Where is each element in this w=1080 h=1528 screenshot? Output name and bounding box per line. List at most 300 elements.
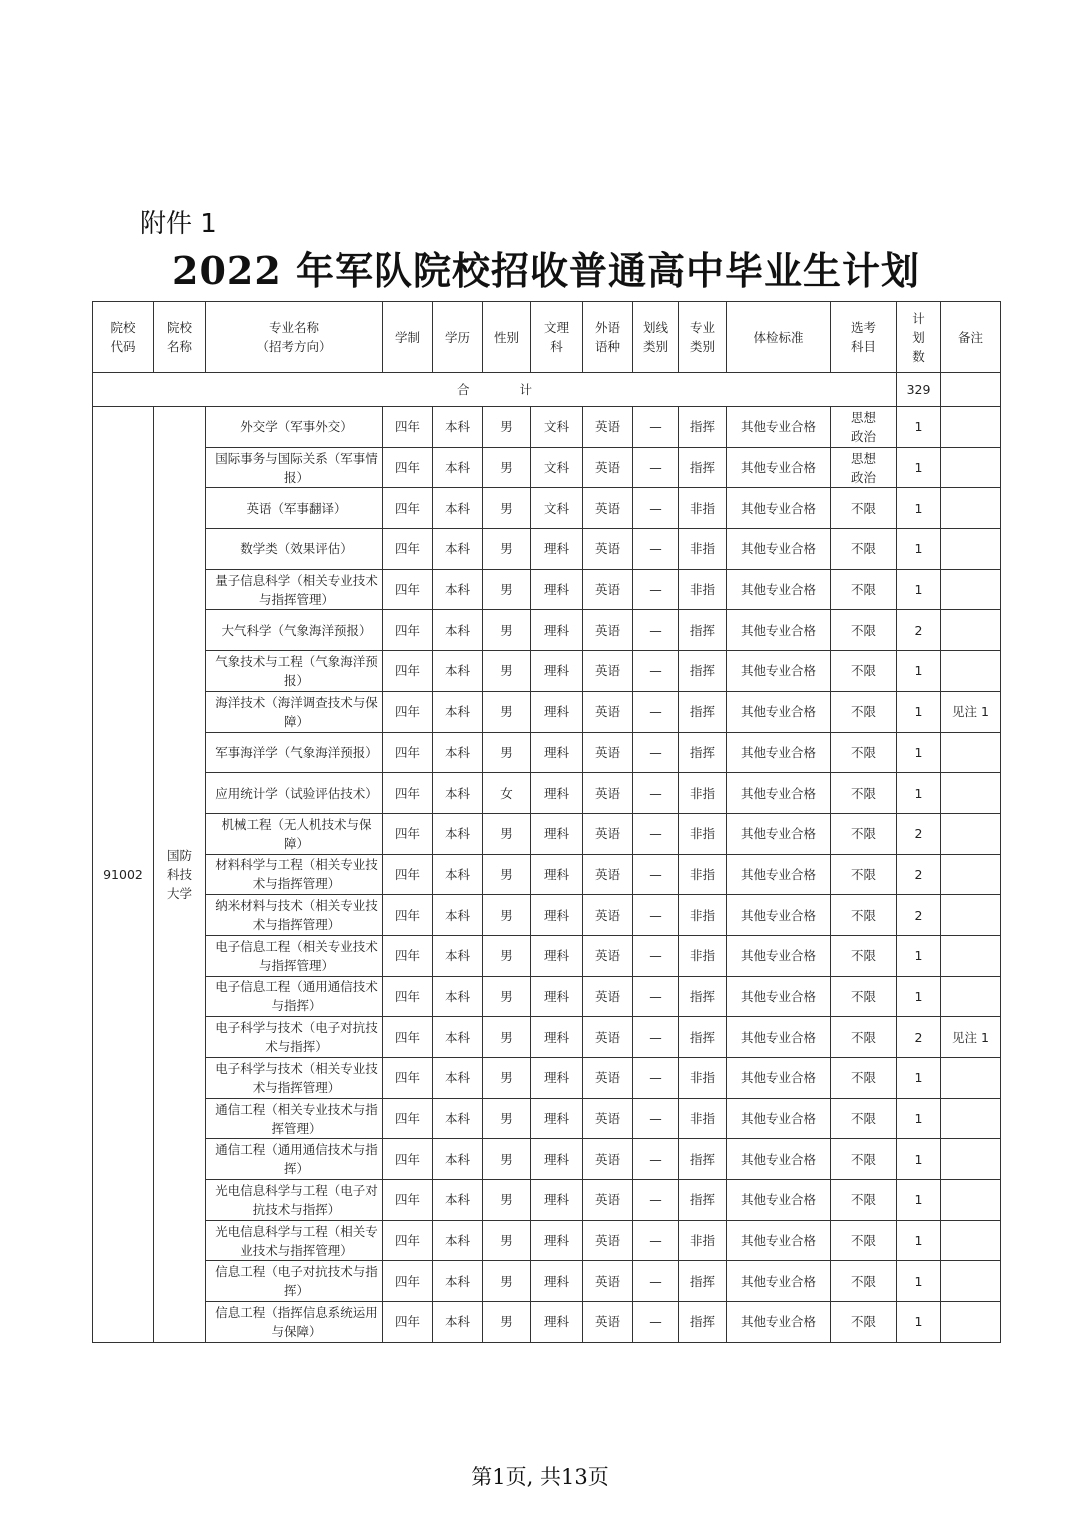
years-cell: 四年: [383, 1098, 433, 1139]
gender-cell: 男: [483, 1139, 531, 1180]
plan-count-cell: 1: [897, 1220, 941, 1261]
table-row: [93, 1220, 1001, 1261]
track-cell: 理科: [531, 651, 583, 692]
degree-cell: 本科: [433, 610, 483, 651]
notes-cell: [941, 813, 1001, 854]
degree-cell: 本科: [433, 529, 483, 570]
gender-cell: 男: [483, 1017, 531, 1058]
total-row: [93, 373, 1001, 407]
track-cell: 理科: [531, 1180, 583, 1221]
years-cell: 四年: [383, 1302, 433, 1343]
plan-count-cell: 1: [897, 1058, 941, 1099]
major-type-cell: 指挥: [679, 691, 727, 732]
elective-subjects-cell: 不限: [831, 813, 897, 854]
major-cell: 机械工程（无人机技术与保障）: [206, 813, 383, 854]
track-cell: 理科: [531, 935, 583, 976]
major-type-cell: 非指: [679, 854, 727, 895]
degree-cell: 本科: [433, 447, 483, 488]
medical-standard-cell: 其他专业合格: [727, 529, 831, 570]
elective-subjects-cell: 不限: [831, 691, 897, 732]
elective-subjects-cell: 不限: [831, 895, 897, 936]
notes-cell: [941, 407, 1001, 448]
degree-cell: 本科: [433, 1139, 483, 1180]
notes-cell: [941, 569, 1001, 610]
language-cell: 英语: [583, 1302, 633, 1343]
degree-cell: 本科: [433, 935, 483, 976]
major-cell: 军事海洋学（气象海洋预报）: [206, 732, 383, 773]
school-code-cell: 91002: [93, 407, 154, 1343]
years-cell: 四年: [383, 488, 433, 529]
degree-cell: 本科: [433, 1180, 483, 1221]
language-cell: 英语: [583, 1139, 633, 1180]
degree-cell: 本科: [433, 1220, 483, 1261]
plan-count-cell: 1: [897, 935, 941, 976]
gender-cell: 男: [483, 1058, 531, 1099]
table-row: [93, 813, 1001, 854]
elective-subjects-cell: 思想 政治: [831, 407, 897, 448]
plan-count-cell: 1: [897, 1261, 941, 1302]
language-cell: 英语: [583, 895, 633, 936]
table-row: [93, 488, 1001, 529]
track-cell: 文科: [531, 488, 583, 529]
major-cell: 纳米材料与技术（相关专业技术与指挥管理）: [206, 895, 383, 936]
table-row: [93, 651, 1001, 692]
line-category-cell: —: [633, 1180, 679, 1221]
notes-cell: [941, 1180, 1001, 1221]
track-cell: 理科: [531, 813, 583, 854]
language-cell: 英语: [583, 854, 633, 895]
header-elective-subjects: 选考 科目: [831, 302, 897, 373]
medical-standard-cell: 其他专业合格: [727, 488, 831, 529]
plan-count-cell: 1: [897, 773, 941, 814]
elective-subjects-cell: 不限: [831, 976, 897, 1017]
major-type-cell: 指挥: [679, 610, 727, 651]
line-category-cell: —: [633, 1139, 679, 1180]
degree-cell: 本科: [433, 1261, 483, 1302]
track-cell: 理科: [531, 732, 583, 773]
major-type-cell: 指挥: [679, 1261, 727, 1302]
years-cell: 四年: [383, 1058, 433, 1099]
elective-subjects-cell: 不限: [831, 569, 897, 610]
table-row: [93, 1261, 1001, 1302]
header-years: 学制: [383, 302, 433, 373]
years-cell: 四年: [383, 976, 433, 1017]
medical-standard-cell: 其他专业合格: [727, 1261, 831, 1302]
language-cell: 英语: [583, 732, 633, 773]
track-cell: 理科: [531, 976, 583, 1017]
total-note: [941, 373, 1001, 407]
line-category-cell: —: [633, 1098, 679, 1139]
degree-cell: 本科: [433, 1302, 483, 1343]
table-row: [93, 569, 1001, 610]
major-cell: 材料科学与工程（相关专业技术与指挥管理）: [206, 854, 383, 895]
medical-standard-cell: 其他专业合格: [727, 854, 831, 895]
line-category-cell: —: [633, 488, 679, 529]
table-row: [93, 1139, 1001, 1180]
major-type-cell: 非指: [679, 569, 727, 610]
header-notes: 备注: [941, 302, 1001, 373]
medical-standard-cell: 其他专业合格: [727, 1058, 831, 1099]
major-type-cell: 指挥: [679, 1139, 727, 1180]
track-cell: 理科: [531, 1139, 583, 1180]
major-type-cell: 非指: [679, 935, 727, 976]
total-value: 329: [897, 373, 941, 407]
years-cell: 四年: [383, 691, 433, 732]
table-row: [93, 895, 1001, 936]
years-cell: 四年: [383, 935, 433, 976]
gender-cell: 男: [483, 854, 531, 895]
major-cell: 电子信息工程（相关专业技术与指挥管理）: [206, 935, 383, 976]
line-category-cell: —: [633, 691, 679, 732]
major-cell: 电子科学与技术（相关专业技术与指挥管理）: [206, 1058, 383, 1099]
track-cell: 理科: [531, 691, 583, 732]
line-category-cell: —: [633, 773, 679, 814]
header-school-name: 院校 名称: [154, 302, 206, 373]
gender-cell: 男: [483, 1180, 531, 1221]
track-cell: 理科: [531, 529, 583, 570]
years-cell: 四年: [383, 610, 433, 651]
major-cell: 电子信息工程（通用通信技术与指挥）: [206, 976, 383, 1017]
plan-count-cell: 1: [897, 1139, 941, 1180]
language-cell: 英语: [583, 407, 633, 448]
elective-subjects-cell: 不限: [831, 854, 897, 895]
notes-cell: 见注 1: [941, 1017, 1001, 1058]
header-line-category: 划线 类别: [633, 302, 679, 373]
plan-count-cell: 2: [897, 1017, 941, 1058]
table-row: [93, 447, 1001, 488]
gender-cell: 男: [483, 1098, 531, 1139]
notes-cell: [941, 1139, 1001, 1180]
language-cell: 英语: [583, 976, 633, 1017]
elective-subjects-cell: 不限: [831, 610, 897, 651]
degree-cell: 本科: [433, 407, 483, 448]
major-cell: 通信工程（相关专业技术与指挥管理）: [206, 1098, 383, 1139]
language-cell: 英语: [583, 1220, 633, 1261]
major-cell: 气象技术与工程（气象海洋预报）: [206, 651, 383, 692]
line-category-cell: —: [633, 732, 679, 773]
table-row: [93, 529, 1001, 570]
line-category-cell: —: [633, 1017, 679, 1058]
language-cell: 英语: [583, 610, 633, 651]
plan-count-cell: 2: [897, 854, 941, 895]
line-category-cell: —: [633, 447, 679, 488]
language-cell: 英语: [583, 569, 633, 610]
elective-subjects-cell: 不限: [831, 488, 897, 529]
gender-cell: 男: [483, 488, 531, 529]
table-row: [93, 773, 1001, 814]
language-cell: 英语: [583, 1058, 633, 1099]
language-cell: 英语: [583, 1017, 633, 1058]
medical-standard-cell: 其他专业合格: [727, 1180, 831, 1221]
notes-cell: [941, 651, 1001, 692]
page-footer: 第1页, 共13页: [471, 1465, 609, 1489]
major-cell: 英语（军事翻译）: [206, 488, 383, 529]
track-cell: 理科: [531, 1098, 583, 1139]
track-cell: 理科: [531, 854, 583, 895]
notes-cell: [941, 610, 1001, 651]
track-cell: 文科: [531, 447, 583, 488]
plan-count-cell: 2: [897, 610, 941, 651]
header-track: 文理 科: [531, 302, 583, 373]
major-type-cell: 非指: [679, 895, 727, 936]
medical-standard-cell: 其他专业合格: [727, 407, 831, 448]
medical-standard-cell: 其他专业合格: [727, 1017, 831, 1058]
plan-count-cell: 2: [897, 813, 941, 854]
notes-cell: [941, 529, 1001, 570]
header-medical-standard: 体检标准: [727, 302, 831, 373]
medical-standard-cell: 其他专业合格: [727, 1098, 831, 1139]
degree-cell: 本科: [433, 813, 483, 854]
medical-standard-cell: 其他专业合格: [727, 773, 831, 814]
line-category-cell: —: [633, 569, 679, 610]
elective-subjects-cell: 不限: [831, 1302, 897, 1343]
medical-standard-cell: 其他专业合格: [727, 691, 831, 732]
plan-count-cell: 1: [897, 1302, 941, 1343]
table-row: [93, 1180, 1001, 1221]
language-cell: 英语: [583, 1261, 633, 1302]
degree-cell: 本科: [433, 1017, 483, 1058]
medical-standard-cell: 其他专业合格: [727, 935, 831, 976]
line-category-cell: —: [633, 1058, 679, 1099]
language-cell: 英语: [583, 773, 633, 814]
gender-cell: 男: [483, 895, 531, 936]
line-category-cell: —: [633, 895, 679, 936]
medical-standard-cell: 其他专业合格: [727, 732, 831, 773]
major-cell: 光电信息科学与工程（电子对抗技术与指挥）: [206, 1180, 383, 1221]
elective-subjects-cell: 思想 政治: [831, 447, 897, 488]
table-row: [93, 976, 1001, 1017]
years-cell: 四年: [383, 1220, 433, 1261]
plan-count-cell: 1: [897, 1180, 941, 1221]
header-language: 外语 语种: [583, 302, 633, 373]
years-cell: 四年: [383, 854, 433, 895]
gender-cell: 男: [483, 407, 531, 448]
medical-standard-cell: 其他专业合格: [727, 895, 831, 936]
header-plan-count: 计 划 数: [897, 302, 941, 373]
degree-cell: 本科: [433, 488, 483, 529]
notes-cell: [941, 895, 1001, 936]
gender-cell: 男: [483, 732, 531, 773]
notes-cell: [941, 976, 1001, 1017]
major-type-cell: 非指: [679, 1058, 727, 1099]
plan-count-cell: 1: [897, 529, 941, 570]
elective-subjects-cell: 不限: [831, 935, 897, 976]
language-cell: 英语: [583, 529, 633, 570]
header-school-code: 院校 代码: [93, 302, 154, 373]
elective-subjects-cell: 不限: [831, 1139, 897, 1180]
years-cell: 四年: [383, 447, 433, 488]
major-cell: 电子科学与技术（电子对抗技术与指挥）: [206, 1017, 383, 1058]
years-cell: 四年: [383, 813, 433, 854]
line-category-cell: —: [633, 854, 679, 895]
medical-standard-cell: 其他专业合格: [727, 1139, 831, 1180]
elective-subjects-cell: 不限: [831, 529, 897, 570]
major-cell: 大气科学（气象海洋预报）: [206, 610, 383, 651]
gender-cell: 男: [483, 651, 531, 692]
elective-subjects-cell: 不限: [831, 732, 897, 773]
major-type-cell: 非指: [679, 773, 727, 814]
notes-cell: [941, 1058, 1001, 1099]
notes-cell: 见注 1: [941, 691, 1001, 732]
elective-subjects-cell: 不限: [831, 1098, 897, 1139]
gender-cell: 男: [483, 1302, 531, 1343]
line-category-cell: —: [633, 610, 679, 651]
degree-cell: 本科: [433, 1098, 483, 1139]
table-row: [93, 935, 1001, 976]
notes-cell: [941, 732, 1001, 773]
header-major-type: 专业 类别: [679, 302, 727, 373]
table-row: [93, 610, 1001, 651]
gender-cell: 女: [483, 773, 531, 814]
header-gender: 性别: [483, 302, 531, 373]
major-cell: 信息工程（电子对抗技术与指挥）: [206, 1261, 383, 1302]
years-cell: 四年: [383, 732, 433, 773]
language-cell: 英语: [583, 651, 633, 692]
line-category-cell: —: [633, 407, 679, 448]
language-cell: 英语: [583, 691, 633, 732]
plan-count-cell: 1: [897, 1098, 941, 1139]
years-cell: 四年: [383, 1139, 433, 1180]
track-cell: 理科: [531, 773, 583, 814]
notes-cell: [941, 773, 1001, 814]
table-row: [93, 1302, 1001, 1343]
degree-cell: 本科: [433, 1058, 483, 1099]
table-row: [93, 1017, 1001, 1058]
years-cell: 四年: [383, 895, 433, 936]
table-row: [93, 732, 1001, 773]
years-cell: 四年: [383, 1017, 433, 1058]
notes-cell: [941, 1261, 1001, 1302]
notes-cell: [941, 488, 1001, 529]
plan-count-cell: 1: [897, 488, 941, 529]
track-cell: 文科: [531, 407, 583, 448]
degree-cell: 本科: [433, 976, 483, 1017]
major-type-cell: 指挥: [679, 447, 727, 488]
major-cell: 信息工程（指挥信息系统运用与保障）: [206, 1302, 383, 1343]
track-cell: 理科: [531, 1261, 583, 1302]
notes-cell: [941, 1220, 1001, 1261]
track-cell: 理科: [531, 1017, 583, 1058]
elective-subjects-cell: 不限: [831, 1261, 897, 1302]
header-major: 专业名称 （招考方向）: [206, 302, 383, 373]
degree-cell: 本科: [433, 691, 483, 732]
line-category-cell: —: [633, 813, 679, 854]
major-cell: 外交学（军事外交）: [206, 407, 383, 448]
major-type-cell: 非指: [679, 529, 727, 570]
major-type-cell: 指挥: [679, 1180, 727, 1221]
line-category-cell: —: [633, 1220, 679, 1261]
notes-cell: [941, 1098, 1001, 1139]
gender-cell: 男: [483, 1261, 531, 1302]
line-category-cell: —: [633, 976, 679, 1017]
plan-count-cell: 1: [897, 569, 941, 610]
track-cell: 理科: [531, 1302, 583, 1343]
track-cell: 理科: [531, 1220, 583, 1261]
line-category-cell: —: [633, 529, 679, 570]
gender-cell: 男: [483, 569, 531, 610]
years-cell: 四年: [383, 1261, 433, 1302]
years-cell: 四年: [383, 529, 433, 570]
table-row: [93, 854, 1001, 895]
years-cell: 四年: [383, 651, 433, 692]
gender-cell: 男: [483, 935, 531, 976]
medical-standard-cell: 其他专业合格: [727, 1302, 831, 1343]
line-category-cell: —: [633, 1302, 679, 1343]
degree-cell: 本科: [433, 854, 483, 895]
major-type-cell: 指挥: [679, 407, 727, 448]
notes-cell: [941, 854, 1001, 895]
major-type-cell: 指挥: [679, 1017, 727, 1058]
plan-count-cell: 2: [897, 895, 941, 936]
degree-cell: 本科: [433, 773, 483, 814]
major-cell: 数学类（效果评估）: [206, 529, 383, 570]
degree-cell: 本科: [433, 732, 483, 773]
language-cell: 英语: [583, 488, 633, 529]
elective-subjects-cell: 不限: [831, 1017, 897, 1058]
degree-cell: 本科: [433, 569, 483, 610]
table-row: [93, 1058, 1001, 1099]
notes-cell: [941, 935, 1001, 976]
major-cell: 光电信息科学与工程（相关专业技术与指挥管理）: [206, 1220, 383, 1261]
plan-count-cell: 1: [897, 651, 941, 692]
track-cell: 理科: [531, 610, 583, 651]
language-cell: 英语: [583, 1180, 633, 1221]
table-row: [93, 691, 1001, 732]
table-row: [93, 407, 1001, 448]
major-cell: 海洋技术（海洋调查技术与保障）: [206, 691, 383, 732]
table-row: [93, 1098, 1001, 1139]
school-name-cell: 国防 科技 大学: [154, 407, 206, 1343]
medical-standard-cell: 其他专业合格: [727, 813, 831, 854]
track-cell: 理科: [531, 895, 583, 936]
medical-standard-cell: 其他专业合格: [727, 976, 831, 1017]
plan-count-cell: 1: [897, 691, 941, 732]
years-cell: 四年: [383, 773, 433, 814]
language-cell: 英语: [583, 447, 633, 488]
gender-cell: 男: [483, 1220, 531, 1261]
total-label: 合 计: [93, 373, 897, 407]
table-header-row: [93, 302, 1001, 373]
years-cell: 四年: [383, 1180, 433, 1221]
gender-cell: 男: [483, 976, 531, 1017]
language-cell: 英语: [583, 935, 633, 976]
language-cell: 英语: [583, 813, 633, 854]
medical-standard-cell: 其他专业合格: [727, 610, 831, 651]
elective-subjects-cell: 不限: [831, 651, 897, 692]
gender-cell: 男: [483, 691, 531, 732]
page-title: 2022 年军队院校招收普通高中毕业生计划: [172, 248, 920, 293]
major-type-cell: 非指: [679, 1220, 727, 1261]
notes-cell: [941, 447, 1001, 488]
medical-standard-cell: 其他专业合格: [727, 1220, 831, 1261]
enrollment-plan-table: [92, 301, 1001, 1343]
line-category-cell: —: [633, 935, 679, 976]
medical-standard-cell: 其他专业合格: [727, 447, 831, 488]
major-cell: 通信工程（通用通信技术与指挥）: [206, 1139, 383, 1180]
track-cell: 理科: [531, 569, 583, 610]
major-cell: 国际事务与国际关系（军事情报）: [206, 447, 383, 488]
line-category-cell: —: [633, 651, 679, 692]
gender-cell: 男: [483, 447, 531, 488]
major-cell: 量子信息科学（相关专业技术与指挥管理）: [206, 569, 383, 610]
plan-count-cell: 1: [897, 447, 941, 488]
major-type-cell: 指挥: [679, 732, 727, 773]
medical-standard-cell: 其他专业合格: [727, 569, 831, 610]
degree-cell: 本科: [433, 895, 483, 936]
major-type-cell: 非指: [679, 1098, 727, 1139]
elective-subjects-cell: 不限: [831, 773, 897, 814]
years-cell: 四年: [383, 407, 433, 448]
